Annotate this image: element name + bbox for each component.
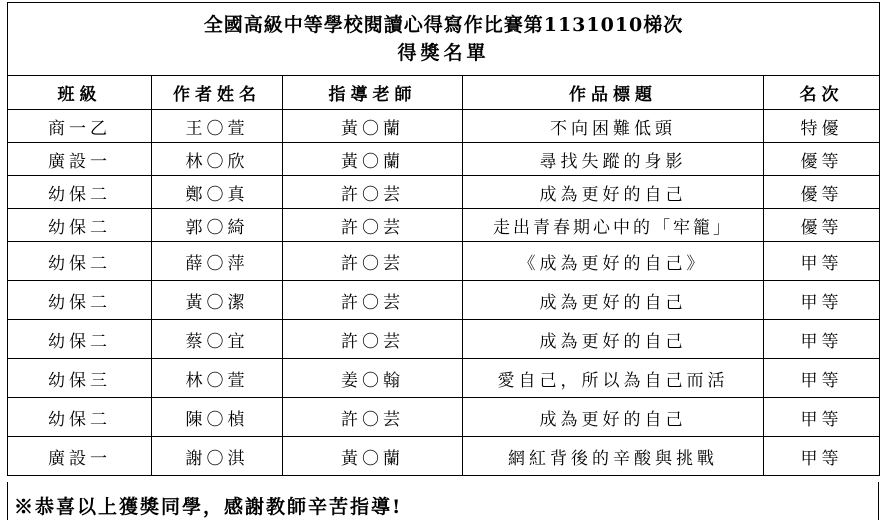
cell-work-title: 成為更好的自己 (463, 320, 764, 359)
cell-rank: 甲等 (764, 320, 880, 359)
cell-teacher: 許〇芸 (283, 176, 463, 209)
cell-class: 廣設一 (8, 143, 152, 176)
cell-author: 王〇萱 (152, 110, 283, 143)
sheet-title (8, 3, 880, 76)
cell-rank: 甲等 (764, 242, 880, 281)
cell-work-title: 成為更好的自己 (463, 281, 764, 320)
award-sheet (7, 2, 879, 476)
cell-author: 郭〇綺 (152, 209, 283, 242)
cell-class: 幼保二 (8, 398, 152, 437)
cell-author: 林〇萱 (152, 359, 283, 398)
table-row (8, 320, 880, 359)
cell-work-title: 成為更好的自己 (463, 176, 764, 209)
cell-rank: 甲等 (764, 359, 880, 398)
cell-rank: 優等 (764, 143, 880, 176)
cell-teacher: 許〇芸 (283, 242, 463, 281)
cell-rank: 特優 (764, 110, 880, 143)
cell-teacher: 許〇芸 (283, 281, 463, 320)
cell-class: 商一乙 (8, 110, 152, 143)
table-row (8, 437, 880, 476)
cell-rank: 優等 (764, 209, 880, 242)
header-row (8, 76, 880, 110)
cell-class: 幼保二 (8, 176, 152, 209)
cell-rank: 甲等 (764, 437, 880, 476)
cell-rank: 優等 (764, 176, 880, 209)
title-row (8, 3, 880, 76)
cell-teacher: 許〇芸 (283, 209, 463, 242)
title-line-2: 得獎名單 (397, 42, 490, 64)
cell-work-title: 不向困難低頭 (463, 110, 764, 143)
cell-author: 林〇欣 (152, 143, 283, 176)
cell-work-title: 尋找失蹤的身影 (463, 143, 764, 176)
table-row (8, 281, 880, 320)
cell-rank: 甲等 (764, 281, 880, 320)
table-row (8, 359, 880, 398)
cell-author: 黃〇潔 (152, 281, 283, 320)
header-teacher: 指導老師 (283, 76, 463, 110)
cell-teacher: 姜〇翰 (283, 359, 463, 398)
table-row (8, 398, 880, 437)
cell-class: 廣設一 (8, 437, 152, 476)
cell-class: 幼保二 (8, 281, 152, 320)
cell-author: 謝〇淇 (152, 437, 283, 476)
footer-note (7, 482, 879, 520)
table-row (8, 143, 880, 176)
cell-teacher: 許〇芸 (283, 320, 463, 359)
cell-work-title: 網紅背後的辛酸與挑戰 (463, 437, 764, 476)
cell-author: 陳〇楨 (152, 398, 283, 437)
header-work-title: 作品標題 (463, 76, 764, 110)
footer-text: ※恭喜以上獲獎同學，感謝教師辛苦指導! (14, 496, 403, 518)
table-row (8, 110, 880, 143)
cell-author: 蔡〇宜 (152, 320, 283, 359)
header-class: 班級 (8, 76, 152, 110)
cell-teacher: 黃〇蘭 (283, 110, 463, 143)
cell-author: 鄭〇真 (152, 176, 283, 209)
table-row (8, 176, 880, 209)
header-author: 作者姓名 (152, 76, 283, 110)
cell-teacher: 黃〇蘭 (283, 437, 463, 476)
cell-class: 幼保二 (8, 320, 152, 359)
cell-class: 幼保三 (8, 359, 152, 398)
cell-class: 幼保二 (8, 242, 152, 281)
table-row (8, 209, 880, 242)
cell-teacher: 許〇芸 (283, 398, 463, 437)
cell-work-title: 愛自己，所以為自己而活 (463, 359, 764, 398)
cell-rank: 甲等 (764, 398, 880, 437)
cell-work-title: 成為更好的自己 (463, 398, 764, 437)
cell-teacher: 黃〇蘭 (283, 143, 463, 176)
table-row (8, 242, 880, 281)
cell-work-title: 《成為更好的自己》 (463, 242, 764, 281)
header-rank: 名次 (764, 76, 880, 110)
cell-work-title: 走出青春期心中的「牢籠」 (463, 209, 764, 242)
title-line-1: 全國高級中等學校閱讀心得寫作比賽第1131010梯次 (203, 14, 684, 36)
cell-author: 薛〇萍 (152, 242, 283, 281)
award-table (7, 2, 880, 476)
cell-class: 幼保二 (8, 209, 152, 242)
